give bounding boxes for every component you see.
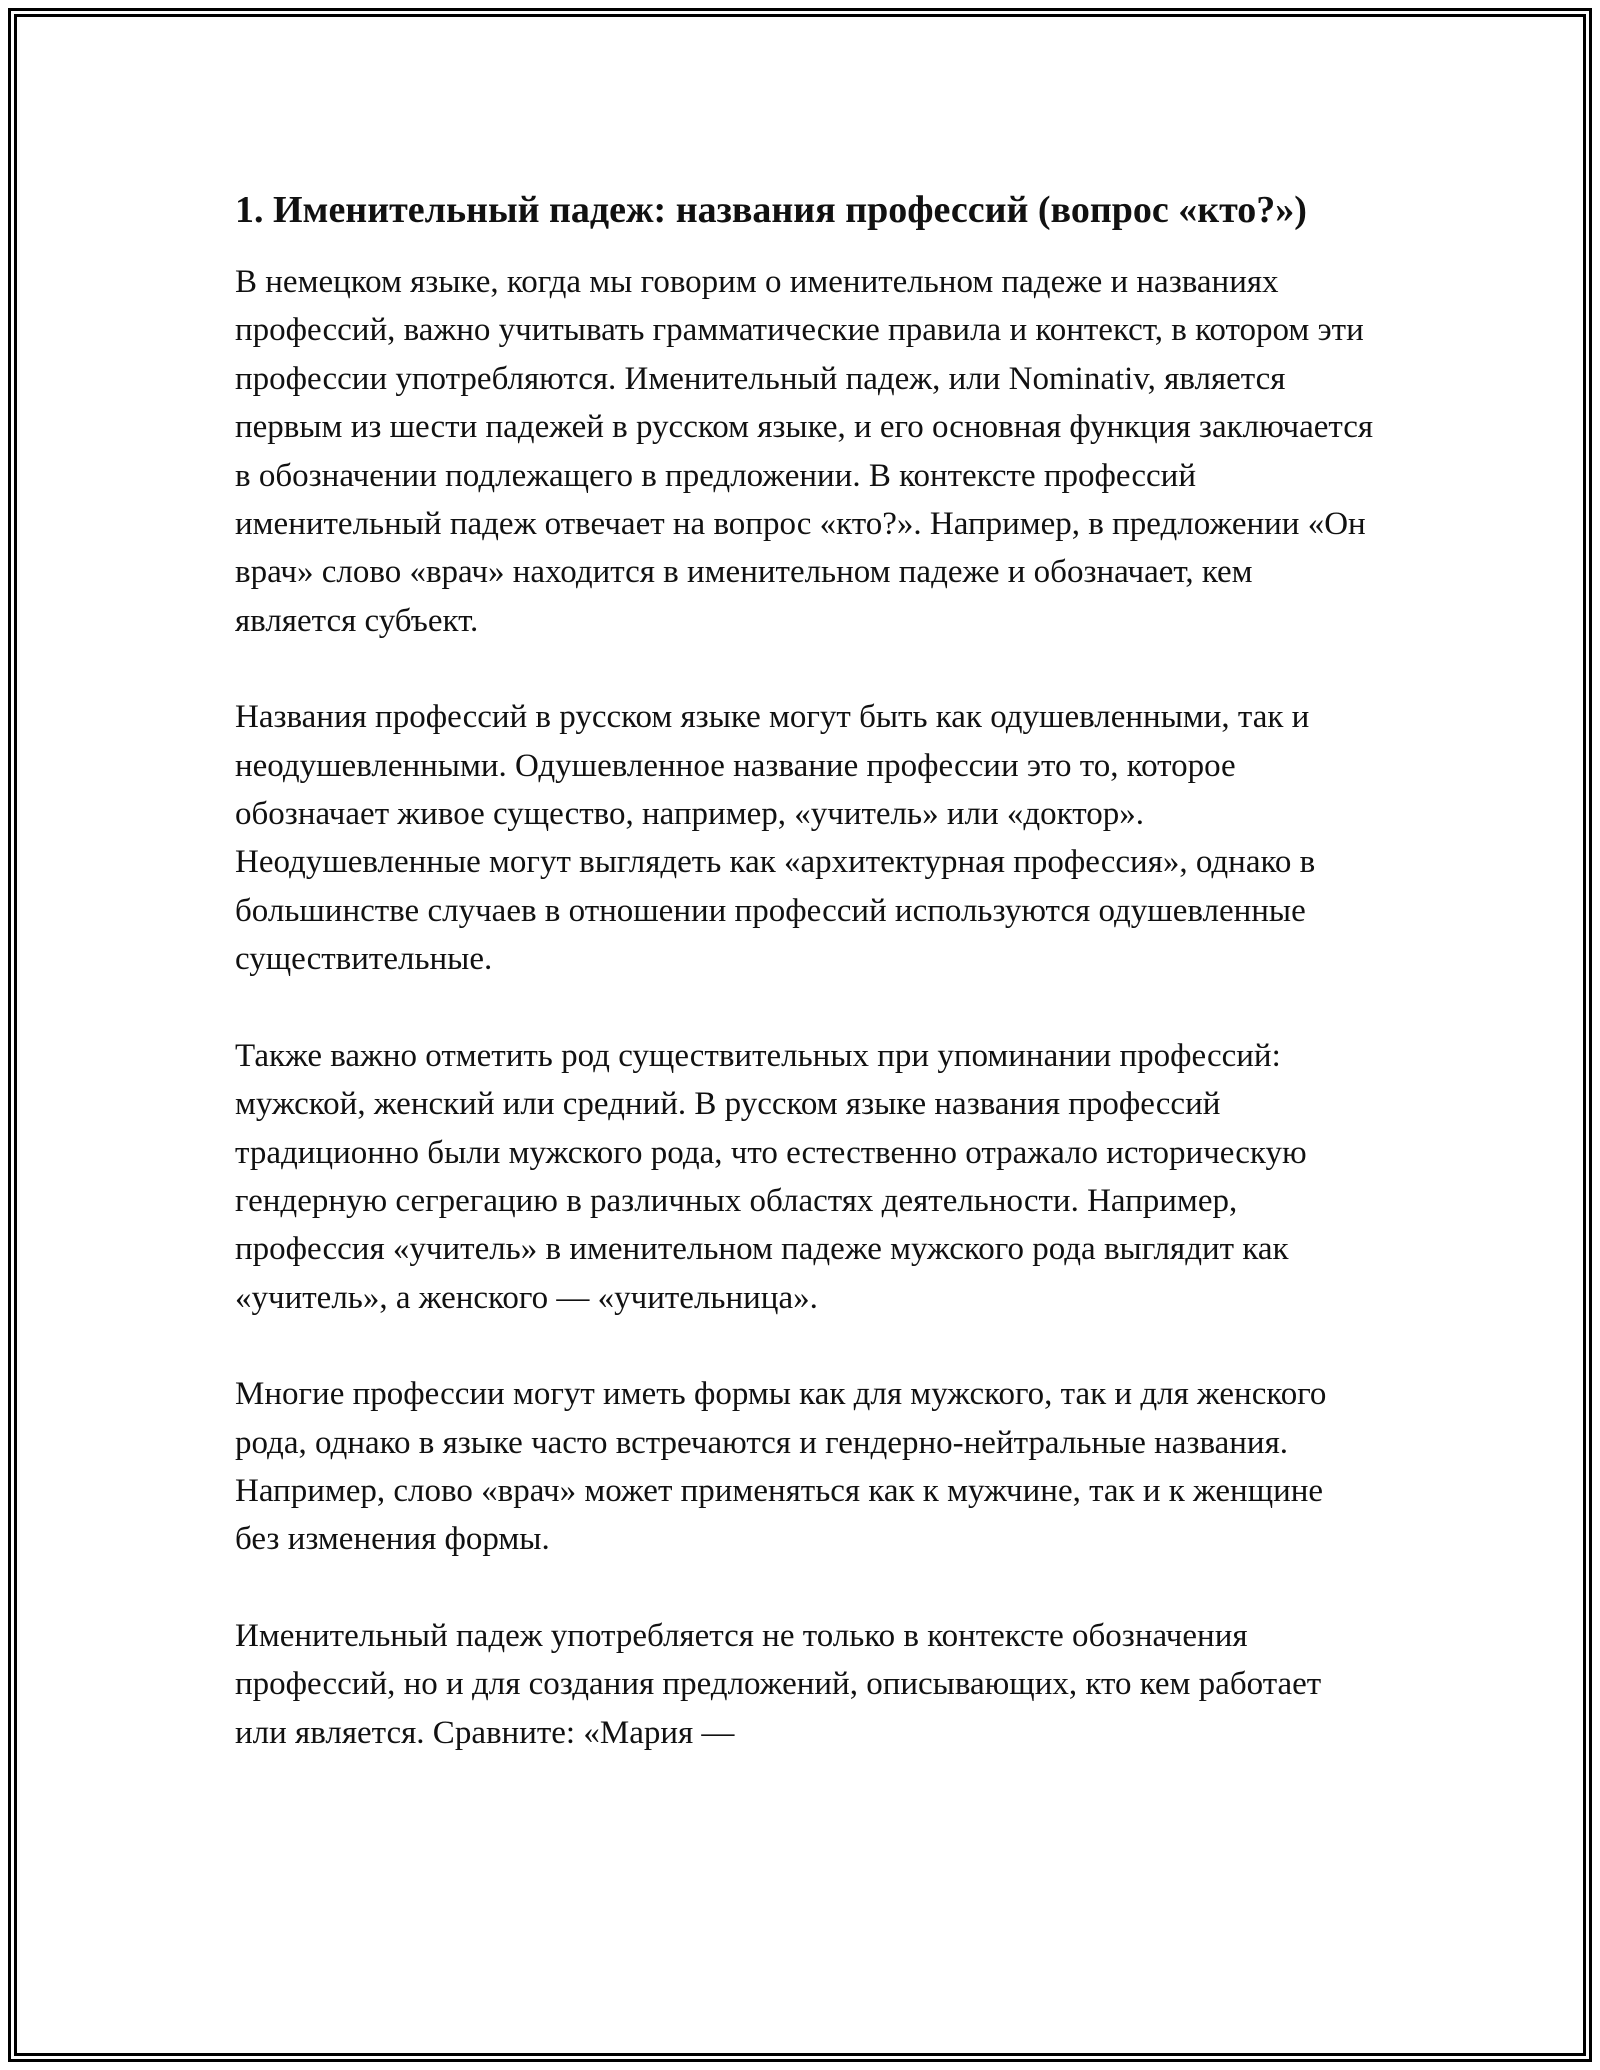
paragraph-animate-nouns: Названия профессий в русском языке могут быть как одушевленными, так и неодушевленными. Одушевленное название профессии это то, которое обозначает живое существо, например, «учитель» или «доктор». Неодушевленные могут выглядеть как «архитектурная профессия», однако в большинстве случаев в отношении профессий используются одушевленные существительные.	[235, 699, 1316, 978]
paragraph-nominative-intro: В немецком языке, когда мы говорим о именительном падеже и названиях профессий, важно учитывать грамматические правила и контекст, в котором эти профессии употребляются. Именительный падеж, или Nominativ, является первым из шести падежей в русском языке, и его основная функция заключается в обозначении подлежащего в предложении. В контексте профессий именительный падеж отвечает на вопрос «кто?». Например, в предложении «Он врач» слово «врач» находится в именительном падеже и обозначает, кем является субъект.	[235, 264, 1374, 639]
document-page	[235, 186, 1375, 1805]
section-heading: 1. Именительный падеж: названия профессий (вопрос «кто?»)	[235, 189, 1307, 231]
paragraph-usage: Именительный падеж употребляется не только в контексте обозначения профессий, но и для создания предложений, описывающих, кто кем работает или является. Сравните: «Мария —	[235, 1617, 1322, 1751]
paragraph-gender-neutral: Многие профессии могут иметь формы как для мужского, так и для женского рода, однако в языке часто встречаются и гендерно-нейтральные названия. Например, слово «врач» может применяться как к мужчине, так и к женщине без изменения формы.	[235, 1376, 1327, 1558]
paragraph-gender: Также важно отметить род существительных при упоминании профессий: мужской, женский или средний. В русском языке названия профессий традиционно были мужского рода, что естественно отражало историческую гендерную сегрегацию в различных областях деятельности. Например, профессия «учитель» в именительном падеже мужского рода выглядит как «учитель», а женского — «учительница».	[235, 1037, 1307, 1316]
